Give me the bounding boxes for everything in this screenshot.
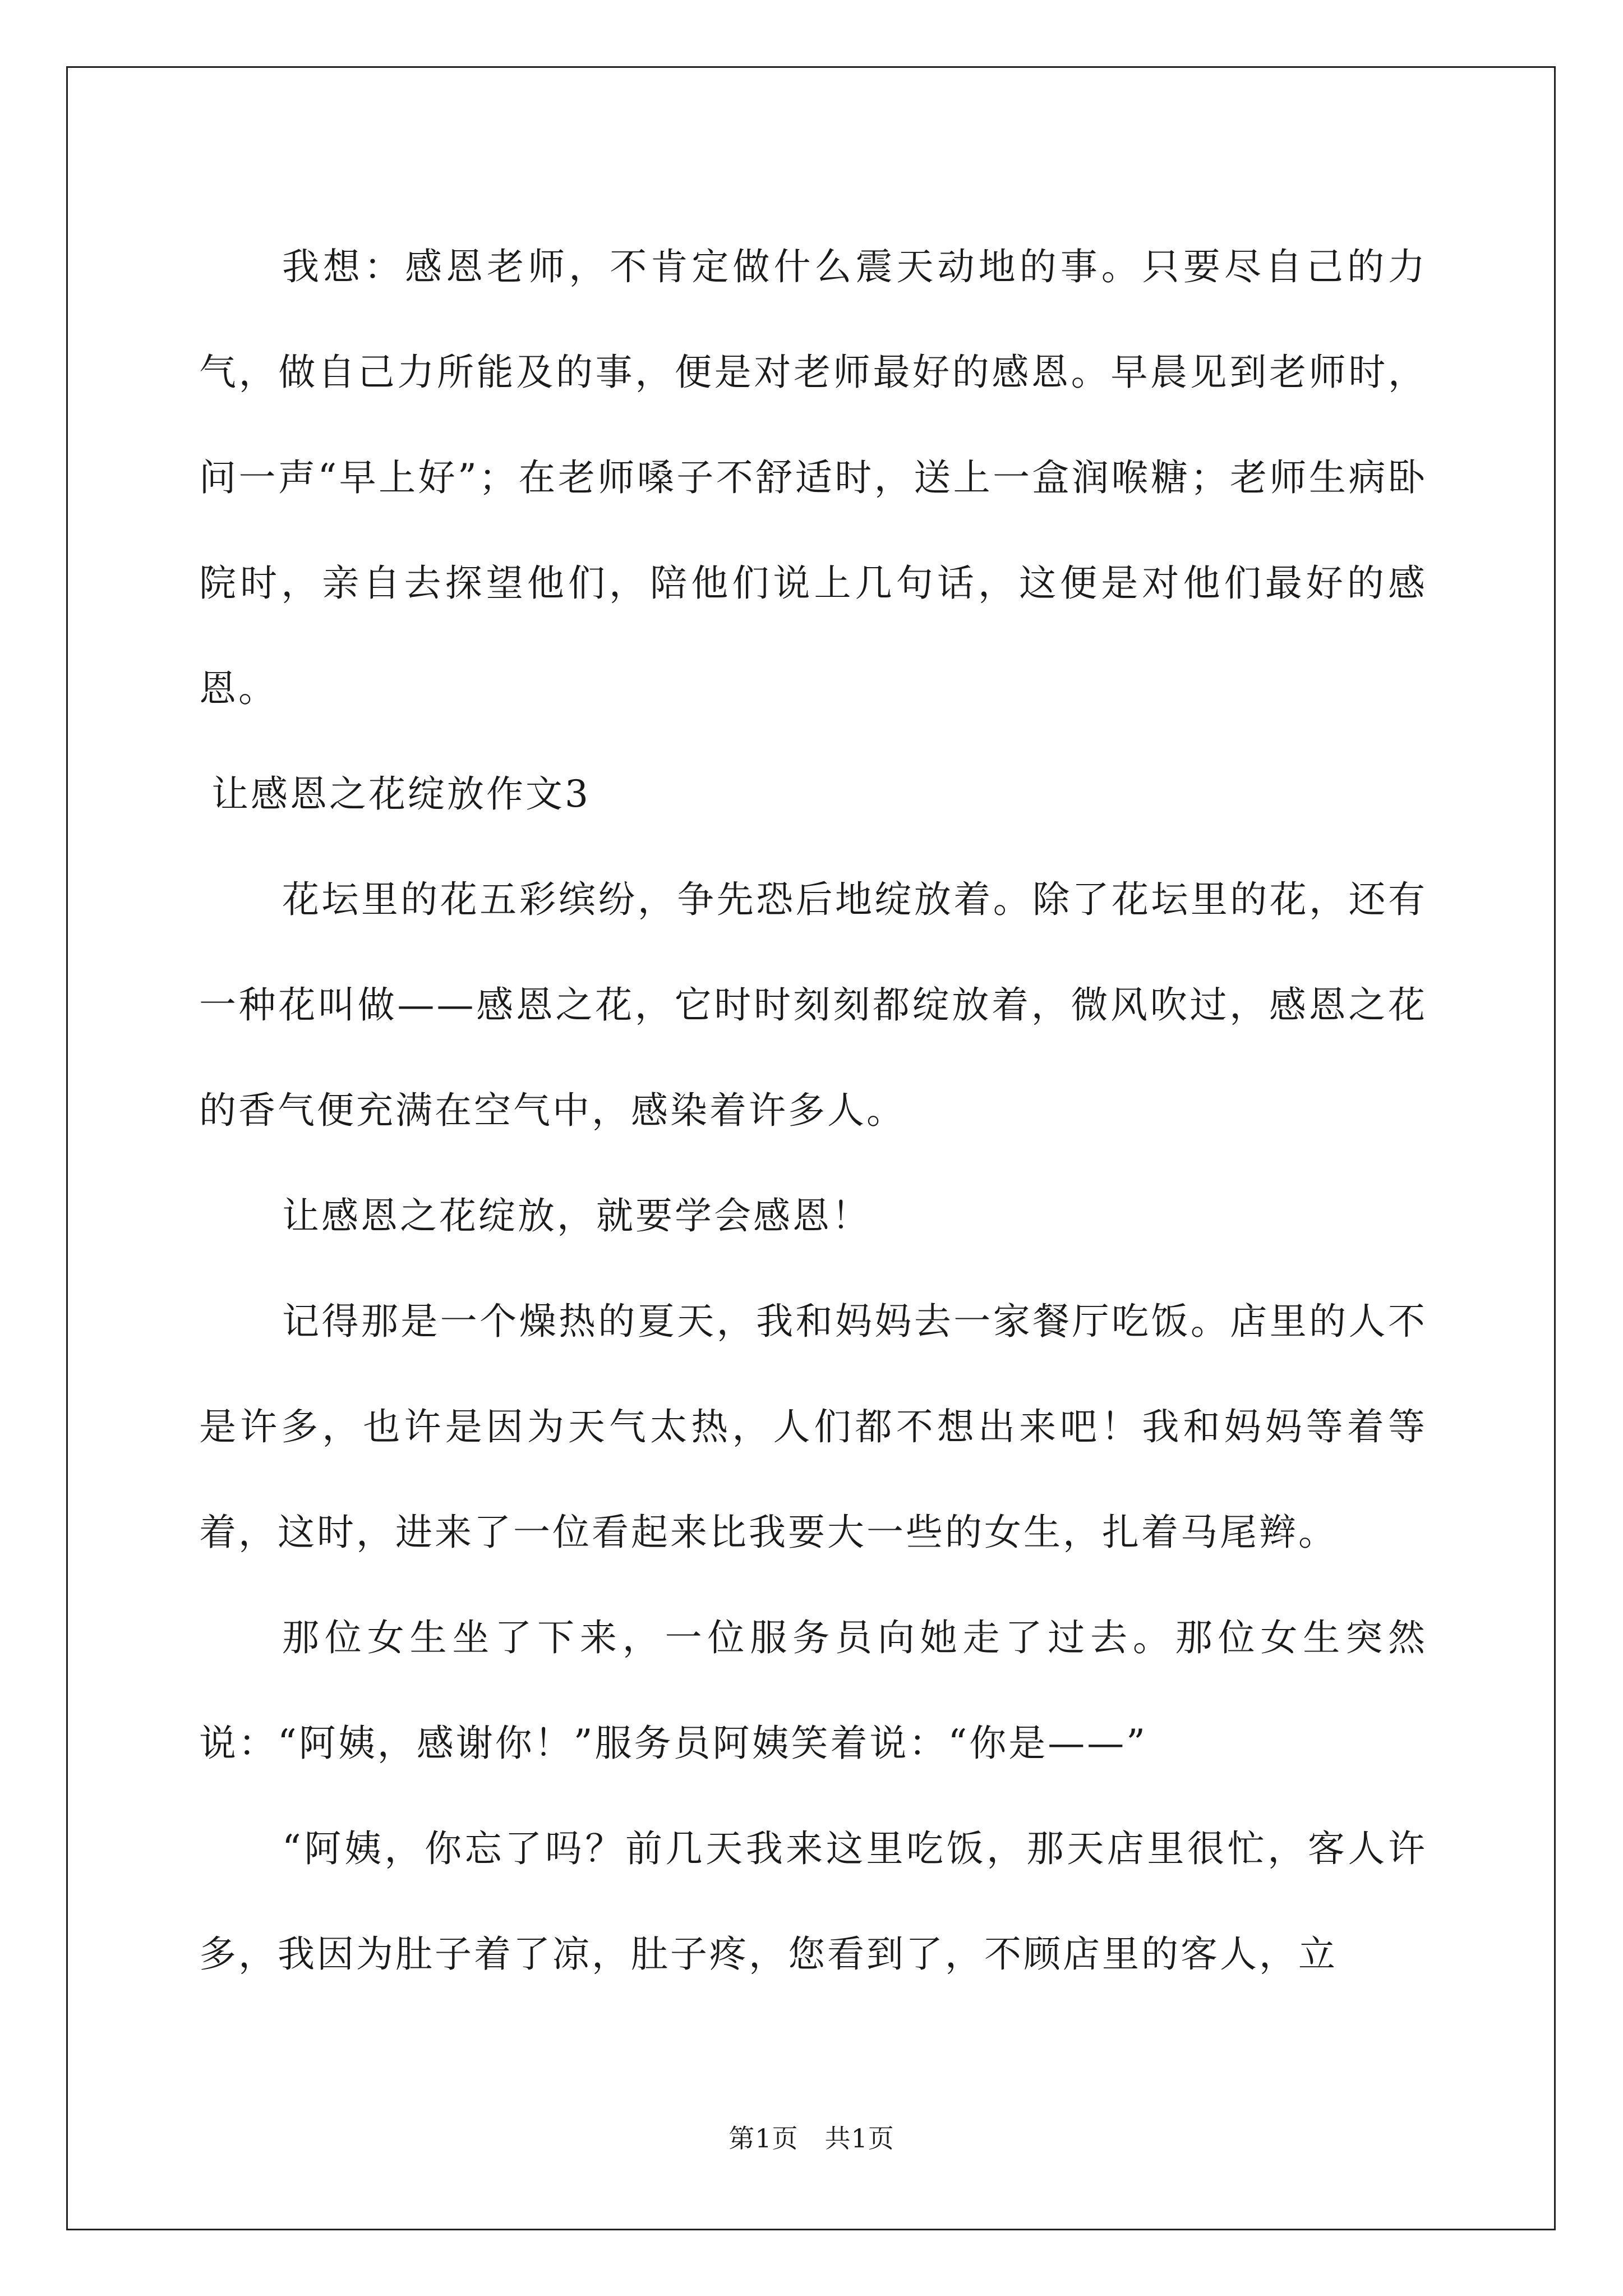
page-footer: 第1页 共1页 (728, 2123, 895, 2154)
paragraph-1: 我想：感恩老师，不肯定做什么震天动地的事。只要尽自己的力气，做自己力所能及的事，便是对老师最好的感恩。早晨见到老师时，问一声“早上好”；在老师嗓子不舒适时，送上一盒润喉糖；老师生病卧院时，亲自去探望他们，陪他们说上几句话，这便是对他们最好的感恩。 (199, 245, 1427, 710)
paragraph-3: 让感恩之花绽放，就要学会感恩！ (282, 1194, 871, 1237)
document-body (199, 214, 1427, 2007)
paragraph-2: 花坛里的花五彩缤纷，争先恐后地绽放着。除了花坛里的花，还有一种花叫做——感恩之花，它时时刻刻都绽放着，微风吹过，感恩之花的香气便充满在空气中，感染着许多人。 (199, 878, 1427, 1132)
section-heading: 让感恩之花绽放作文3 (211, 772, 591, 816)
paragraph-5: 那位女生坐了下来，一位服务员向她走了过去。那位女生突然说：“阿姨，感谢你！”服务员阿姨笑着说：“你是——” (199, 1616, 1427, 1765)
paragraph-4: 记得那是一个燥热的夏天，我和妈妈去一家餐厅吃饭。店里的人不是许多，也许是因为天气太热，人们都不想出来吧！我和妈妈等着等着，这时，进来了一位看起来比我要大一些的女生，扎着马尾辫。 (199, 1300, 1427, 1554)
paragraph-6: “阿姨，你忘了吗？前几天我来这里吃饭，那天店里很忙，客人许多，我因为肚子着了凉，肚子疼，您看到了，不顾店里的客人，立 (199, 1827, 1427, 1976)
